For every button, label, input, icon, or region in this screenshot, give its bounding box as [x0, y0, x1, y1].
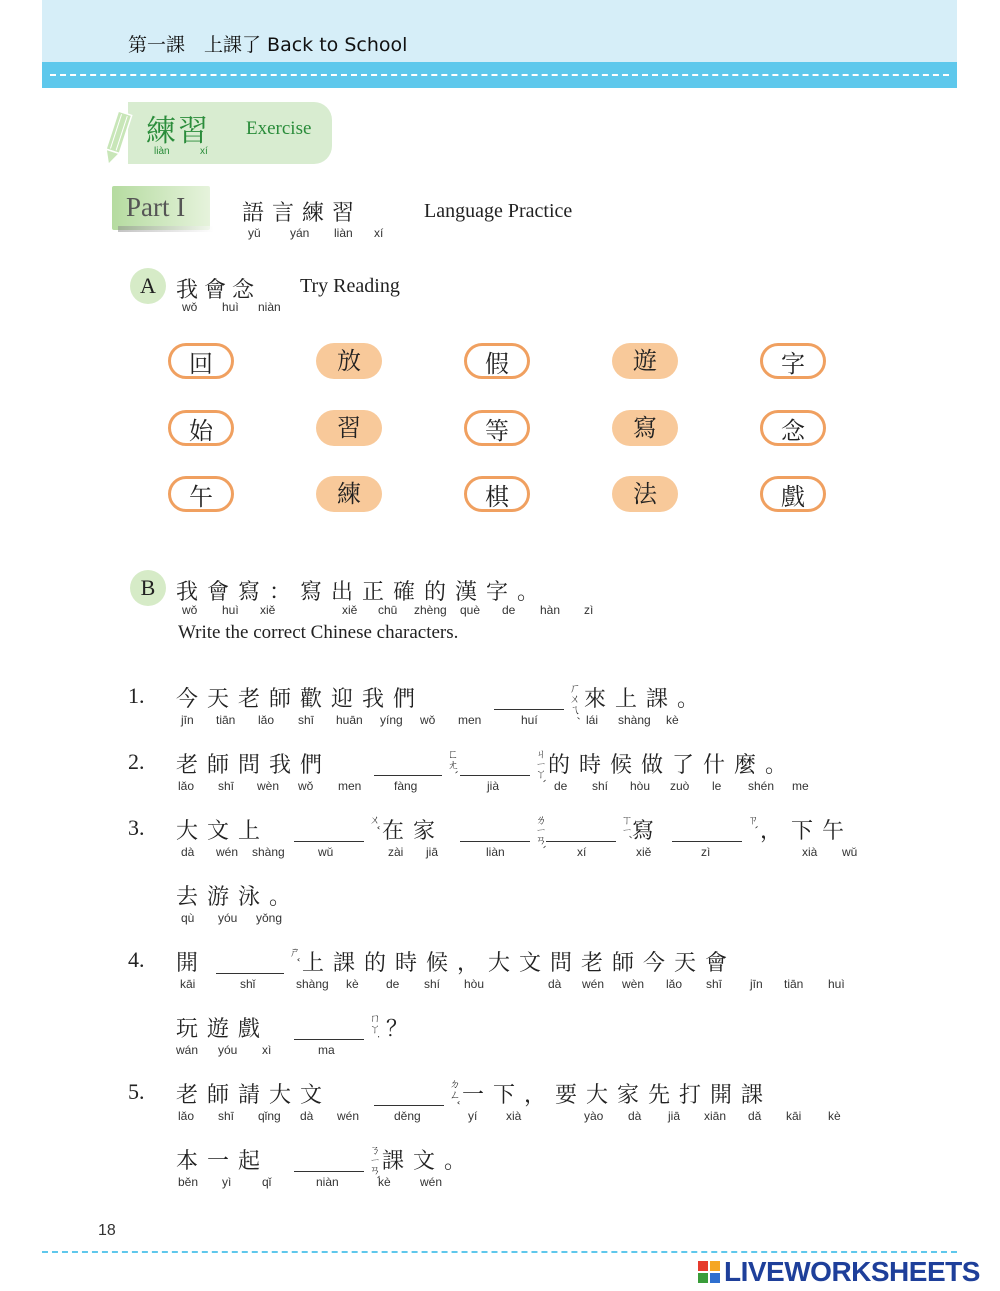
q2-text-a: 老師問我們 — [176, 753, 332, 778]
pencil-icon — [100, 108, 134, 168]
q5-zhuyin-2: ㄋㄧㄢˋ — [368, 1144, 381, 1181]
q2-text-b: 的時候做了什麼。 — [548, 753, 797, 778]
q2-blank-2[interactable] — [460, 774, 530, 776]
char-card: 戲 — [760, 476, 826, 512]
q4-text-d: ？ — [386, 1017, 410, 1042]
brand-watermark[interactable]: LIVEWORKSHEETS — [724, 1256, 980, 1287]
q3-blank-3[interactable] — [546, 840, 616, 842]
char-card: 等 — [464, 410, 530, 446]
part-title-zh: 語言練習 — [242, 201, 363, 226]
question-number: 2. — [128, 749, 145, 774]
q3-blank-1[interactable] — [294, 840, 364, 842]
q2-zhuyin-2: ㄐㄧㄚˋ — [534, 748, 547, 785]
footer-divider — [42, 1251, 957, 1253]
section-b-badge: B — [130, 570, 166, 606]
q4-text-a: 開 — [176, 951, 200, 976]
char-card: 回 — [168, 343, 234, 379]
char-card: 法 — [612, 476, 678, 512]
char-card: 午 — [168, 476, 234, 512]
exercise-zh: 練習 — [146, 114, 210, 149]
page-number: 18 — [98, 1222, 116, 1239]
q3-text-b: 在家 — [382, 819, 445, 844]
q1-text-a: 今天老師歡迎我們 — [176, 687, 425, 712]
header-stripe — [42, 62, 957, 88]
q1-zhuyin: ㄏㄨㄟˊ — [568, 682, 581, 721]
section-a-zh: 我會念 — [176, 278, 261, 303]
char-card: 棋 — [464, 476, 530, 512]
part-label: Part I — [126, 192, 186, 222]
q1-blank[interactable] — [494, 708, 564, 710]
q5-zhuyin-1: ㄉㄥˇ — [448, 1078, 461, 1106]
question-number: 5. — [128, 1079, 145, 1104]
q5-text-b: 一下，要大家先打開課 — [462, 1083, 773, 1108]
char-card: 假 — [464, 343, 530, 379]
question-number: 4. — [128, 947, 145, 972]
q3-blank-2[interactable] — [460, 840, 530, 842]
part-badge — [112, 186, 212, 236]
q3-zhuyin-3: ㄒㄧˊ — [620, 814, 633, 840]
q3-zhuyin-1: ㄨˇ — [368, 814, 381, 831]
char-card: 習 — [316, 410, 382, 446]
q3-text-e: 去游泳。 — [176, 885, 301, 910]
section-b-en: Write the correct Chinese characters. — [178, 622, 459, 643]
section-a-en: Try Reading — [300, 275, 400, 297]
q3-zhuyin-4: ㄗˋ — [746, 814, 759, 831]
char-card: 字 — [760, 343, 826, 379]
q5-text-d: 課文。 — [382, 1149, 476, 1174]
char-card: 遊 — [612, 343, 678, 379]
lesson-title: 第一課 上課了 Back to School — [128, 34, 408, 56]
q2-zhuyin-1: ㄈㄤˋ — [446, 748, 459, 776]
q2-blank-1[interactable] — [374, 774, 442, 776]
q3-blank-4[interactable] — [672, 840, 742, 842]
q1-text-b: 來上課。 — [584, 687, 709, 712]
q5-text-c: 本一起 — [176, 1149, 270, 1174]
q3-text-a: 大文上 — [176, 819, 270, 844]
char-card: 寫 — [612, 410, 678, 446]
exercise-pinyin: liàn — [154, 146, 170, 157]
q4-text-b: 上課的時候，大文問老師今天會 — [302, 951, 737, 976]
char-card: 練 — [316, 476, 382, 512]
part-title-en: Language Practice — [424, 200, 573, 222]
q4-zhuyin-2: ㄇㄚ˙ — [368, 1012, 381, 1040]
question-number: 1. — [128, 683, 145, 708]
q4-zhuyin-1: ㄕˇ — [288, 946, 301, 963]
q4-blank-2[interactable] — [294, 1038, 364, 1040]
exercise-pinyin: xí — [200, 146, 208, 157]
q4-text-c: 玩遊戲 — [176, 1017, 270, 1042]
q5-text-a: 老師請大文 — [176, 1083, 332, 1108]
question-number: 3. — [128, 815, 145, 840]
exercise-en: Exercise — [246, 118, 312, 139]
page-header — [42, 0, 957, 88]
q5-blank-1[interactable] — [374, 1104, 444, 1106]
q4-blank-1[interactable] — [216, 972, 284, 974]
q5-blank-2[interactable] — [294, 1170, 364, 1172]
liveworksheets-logo-icon — [698, 1261, 720, 1283]
section-b-zh: 我會寫：寫出正確的漢字。 — [176, 580, 549, 605]
char-card: 始 — [168, 410, 234, 446]
exercise-badge — [100, 102, 332, 164]
char-card: 念 — [760, 410, 826, 446]
q3-text-c: 寫 — [632, 819, 664, 844]
q3-text-d: ，下午 — [760, 819, 854, 844]
section-a-badge: A — [130, 268, 166, 304]
char-card: 放 — [316, 343, 382, 379]
q3-zhuyin-2: ㄌㄧㄢˋ — [534, 814, 547, 851]
